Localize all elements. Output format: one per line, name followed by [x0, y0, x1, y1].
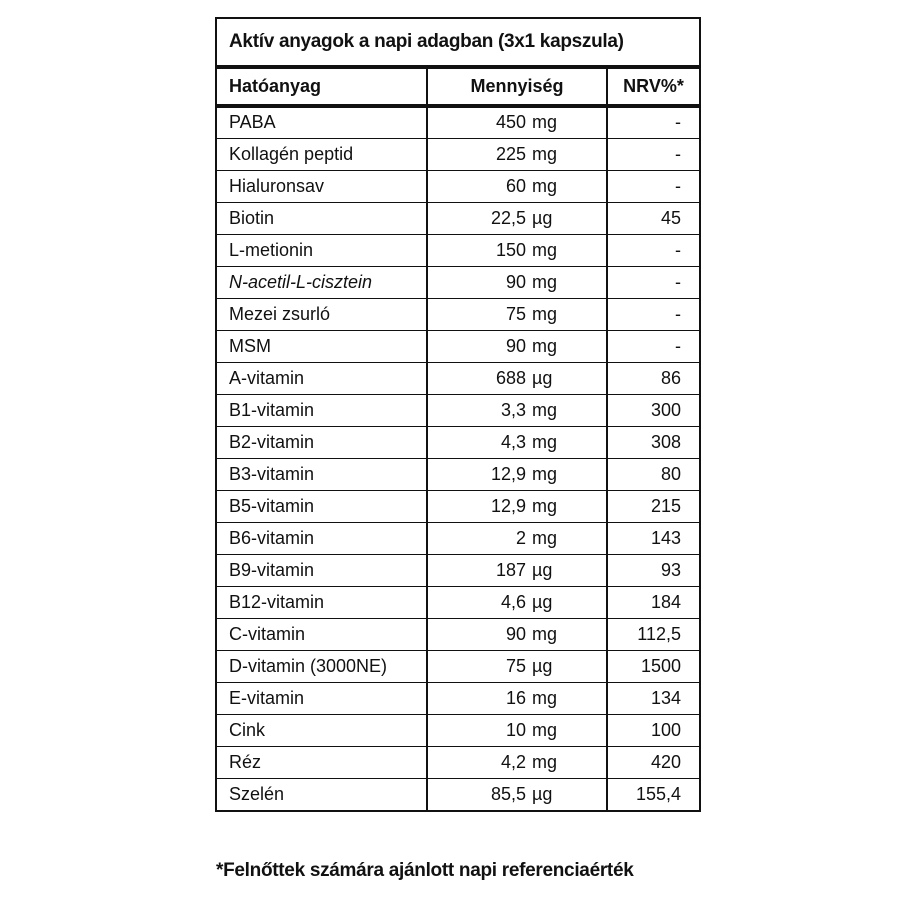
- ingredient-nrv: -: [607, 138, 699, 170]
- table-row: [217, 458, 699, 490]
- quantity-amount: 75: [505, 303, 526, 324]
- table-row: [217, 234, 699, 266]
- quantity-amount: 688: [495, 367, 526, 388]
- table-row: [217, 650, 699, 682]
- ingredient-nrv: 215: [607, 490, 699, 522]
- quantity-unit: mg: [532, 112, 558, 133]
- table-row: [217, 298, 699, 330]
- ingredient-quantity: [427, 106, 607, 138]
- ingredient-name: B1-vitamin: [217, 394, 427, 426]
- quantity-unit: mg: [532, 687, 558, 708]
- header-quantity: Mennyiség: [427, 69, 607, 106]
- quantity-unit: mg: [532, 495, 558, 516]
- quantity-unit: mg: [532, 239, 558, 260]
- table-row: [217, 746, 699, 778]
- table-row: [217, 330, 699, 362]
- table-row: [217, 586, 699, 618]
- quantity-unit: mg: [532, 175, 558, 196]
- quantity-amount: 90: [505, 335, 526, 356]
- ingredient-name: A-vitamin: [217, 362, 427, 394]
- quantity-amount: 4,2: [500, 751, 526, 772]
- quantity-amount: 225: [495, 143, 526, 164]
- ingredient-name: B3-vitamin: [217, 458, 427, 490]
- ingredient-name: Biotin: [217, 202, 427, 234]
- quantity-amount: 90: [505, 623, 526, 644]
- quantity-amount: 75: [505, 655, 526, 676]
- footnote: *Felnőttek számára ajánlott napi referenciaérték: [216, 860, 634, 881]
- ingredient-quantity: [427, 458, 607, 490]
- quantity-amount: 450: [495, 112, 526, 133]
- ingredient-name: B9-vitamin: [217, 554, 427, 586]
- table-row: [217, 714, 699, 746]
- ingredients-table: [217, 69, 699, 810]
- quantity-unit: µg: [532, 559, 553, 580]
- table-row: [217, 778, 699, 810]
- header-nrv: NRV%*: [607, 69, 699, 106]
- table-title: Aktív anyagok a napi adagban (3x1 kapszula): [217, 19, 699, 69]
- ingredient-name: Cink: [217, 714, 427, 746]
- ingredient-quantity: [427, 522, 607, 554]
- ingredient-nrv: 184: [607, 586, 699, 618]
- ingredient-quantity: [427, 362, 607, 394]
- header-row: [217, 69, 699, 106]
- table-row: [217, 362, 699, 394]
- ingredient-name: Szelén: [217, 778, 427, 810]
- table-row: [217, 554, 699, 586]
- ingredient-name: MSM: [217, 330, 427, 362]
- ingredient-nrv: 112,5: [607, 618, 699, 650]
- ingredient-name: N-acetil-L-cisztein: [217, 266, 427, 298]
- quantity-unit: mg: [532, 751, 558, 772]
- ingredient-nrv: 300: [607, 394, 699, 426]
- ingredient-name: PABA: [229, 112, 276, 133]
- ingredient-quantity: [427, 714, 607, 746]
- ingredient-quantity: [427, 650, 607, 682]
- ingredient-quantity: [427, 554, 607, 586]
- ingredient-nrv: -: [607, 106, 699, 138]
- ingredient-name: B2-vitamin: [217, 426, 427, 458]
- table-row: [217, 682, 699, 714]
- ingredient-nrv: -: [607, 298, 699, 330]
- quantity-unit: mg: [532, 271, 558, 292]
- ingredient-quantity: [427, 394, 607, 426]
- table-row: [217, 106, 699, 138]
- quantity-unit: µg: [532, 783, 553, 804]
- quantity-amount: 10: [505, 719, 526, 740]
- quantity-amount: 22,5: [490, 207, 526, 228]
- ingredient-nrv: 86: [607, 362, 699, 394]
- ingredient-quantity: [427, 202, 607, 234]
- ingredient-quantity: [427, 746, 607, 778]
- ingredient-quantity: [427, 490, 607, 522]
- ingredient-name: B6-vitamin: [217, 522, 427, 554]
- ingredient-nrv: -: [607, 234, 699, 266]
- table-row: [217, 394, 699, 426]
- quantity-amount: 150: [495, 239, 526, 260]
- ingredient-nrv: 1500: [607, 650, 699, 682]
- table-row: [217, 490, 699, 522]
- ingredient-nrv: -: [607, 330, 699, 362]
- ingredient-nrv: 45: [607, 202, 699, 234]
- ingredient-name: D-vitamin (3000NE): [217, 650, 427, 682]
- quantity-amount: 4,6: [500, 591, 526, 612]
- header-ingredient: Hatóanyag: [217, 69, 427, 106]
- quantity-amount: 60: [505, 175, 526, 196]
- ingredient-name: Réz: [217, 746, 427, 778]
- ingredient-nrv: 143: [607, 522, 699, 554]
- ingredient-quantity: [427, 778, 607, 810]
- ingredient-nrv: 308: [607, 426, 699, 458]
- quantity-unit: µg: [532, 655, 553, 676]
- ingredient-name: B12-vitamin: [217, 586, 427, 618]
- ingredient-nrv: 100: [607, 714, 699, 746]
- quantity-unit: mg: [532, 623, 558, 644]
- ingredient-quantity: [427, 170, 607, 202]
- ingredient-quantity: [427, 618, 607, 650]
- ingredient-nrv: -: [607, 266, 699, 298]
- ingredient-name: L-metionin: [217, 234, 427, 266]
- quantity-unit: mg: [532, 463, 558, 484]
- quantity-unit: mg: [532, 335, 558, 356]
- ingredient-nrv: 93: [607, 554, 699, 586]
- ingredient-quantity: [427, 234, 607, 266]
- quantity-amount: 85,5: [490, 783, 526, 804]
- ingredient-nrv: 155,4: [607, 778, 699, 810]
- quantity-unit: mg: [532, 303, 558, 324]
- table-row: [217, 138, 699, 170]
- ingredient-quantity: [427, 138, 607, 170]
- ingredient-nrv: 134: [607, 682, 699, 714]
- ingredient-nrv: 420: [607, 746, 699, 778]
- table-row: [217, 202, 699, 234]
- quantity-unit: mg: [532, 143, 558, 164]
- quantity-unit: mg: [532, 399, 558, 420]
- ingredient-name: B5-vitamin: [217, 490, 427, 522]
- quantity-amount: 4,3: [500, 431, 526, 452]
- quantity-amount: 3,3: [500, 399, 526, 420]
- quantity-amount: 12,9: [490, 495, 526, 516]
- quantity-unit: mg: [532, 719, 558, 740]
- quantity-amount: 90: [505, 271, 526, 292]
- ingredient-quantity: [427, 682, 607, 714]
- ingredient-quantity: [427, 330, 607, 362]
- ingredient-name: E-vitamin: [217, 682, 427, 714]
- ingredient-name: Mezei zsurló: [217, 298, 427, 330]
- quantity-unit: µg: [532, 207, 553, 228]
- quantity-unit: mg: [532, 431, 558, 452]
- table-row: [217, 618, 699, 650]
- quantity-amount: 2: [515, 527, 526, 548]
- quantity-amount: 187: [495, 559, 526, 580]
- table-row: [217, 170, 699, 202]
- quantity-amount: 16: [505, 687, 526, 708]
- ingredient-nrv: -: [607, 170, 699, 202]
- quantity-amount: 12,9: [490, 463, 526, 484]
- table-row: [217, 266, 699, 298]
- quantity-unit: µg: [532, 367, 553, 388]
- ingredient-quantity: [427, 586, 607, 618]
- nutrition-table: [215, 17, 701, 812]
- ingredient-name: C-vitamin: [217, 618, 427, 650]
- ingredient-quantity: [427, 426, 607, 458]
- quantity-unit: µg: [532, 591, 553, 612]
- ingredient-name: Hialuronsav: [217, 170, 427, 202]
- ingredient-quantity: [427, 298, 607, 330]
- table-row: [217, 522, 699, 554]
- ingredient-nrv: 80: [607, 458, 699, 490]
- table-row: [217, 426, 699, 458]
- table-body: [217, 106, 699, 810]
- ingredient-quantity: [427, 266, 607, 298]
- quantity-unit: mg: [532, 527, 558, 548]
- ingredient-name: Kollagén peptid: [217, 138, 427, 170]
